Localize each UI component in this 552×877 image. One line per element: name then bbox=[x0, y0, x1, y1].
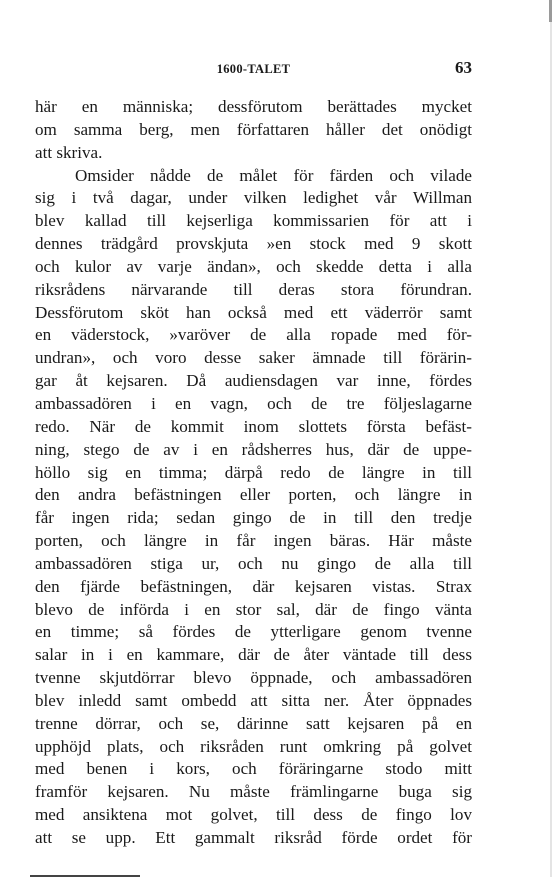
text-line: om samma berg, men författaren håller det onödigt bbox=[35, 119, 472, 139]
page-number: 63 bbox=[455, 58, 472, 77]
text-line: blevo de införda i en stor sal, där de fingo vänta bbox=[35, 599, 472, 619]
text-line: gar åt kejsaren. Då audiensdagen var inne, fördes bbox=[35, 371, 472, 391]
text-line: ambassadören stiga ur, och nu gingo de alla till bbox=[35, 553, 472, 573]
text-line: med benen i kors, och föräringarne stodo mitt bbox=[35, 759, 472, 779]
text-line: sig i två dagar, under vilken ledighet vår Willman bbox=[35, 188, 472, 208]
text-line: att se upp. Ett gammalt riksråd förde ordet för bbox=[35, 828, 472, 847]
text-line: blev kallad till kejserliga kommissarien för att i bbox=[35, 211, 472, 231]
running-title: 1600-TALET bbox=[216, 62, 291, 76]
text-line: upphöjd plats, och riksråden runt omkring på golvet bbox=[35, 736, 472, 756]
text-line: ning, stego de av i en rådsherres hus, där de uppe- bbox=[35, 439, 472, 459]
text-line: tvenne skjutdörrar blevo öppnade, och ambassadören bbox=[35, 668, 472, 688]
text-line: undran», och voro desse saker ämnade till förärin- bbox=[35, 348, 472, 368]
text-line: den fjärde befästningen, där kejsaren vistas. Strax bbox=[35, 576, 472, 596]
text-line: att skriva. bbox=[35, 142, 103, 162]
text-line: får ingen rida; sedan gingo de in till den tredje bbox=[35, 508, 472, 528]
text-line: med ansiktena mot golvet, till dess de fingo lov bbox=[35, 805, 472, 825]
text-line: Omsider nådde de målet för färden och vilade bbox=[75, 165, 472, 185]
text-line: framför kejsaren. Nu måste främlingarne buga sig bbox=[35, 782, 472, 802]
text-line: redo. När de kommit inom slottets första befäst- bbox=[35, 416, 472, 436]
text-line: salar in i en kammare, där de åter väntade till dess bbox=[35, 645, 472, 665]
page-header bbox=[35, 58, 472, 84]
text-line: riksrådens närvarande till deras stora förundran. bbox=[35, 279, 472, 299]
text-line: den andra befästningen eller porten, och längre in bbox=[35, 485, 472, 505]
text-line: och kulor av varje ändan», och skedde detta i alla bbox=[35, 256, 472, 276]
text-line: trenne dörrar, och se, därinne satt kejsaren på en bbox=[35, 713, 472, 733]
text-line: Dessförutom sköt han också med ett väderrör samt bbox=[35, 302, 472, 322]
text-line: ambassadören i en vagn, och de tre följeslagarne bbox=[35, 393, 472, 413]
text-line: porten, och längre in får ingen bäras. Här måste bbox=[35, 531, 472, 551]
body-text bbox=[35, 96, 472, 850]
text-line: en väderstock, »varöver de alla ropade med för- bbox=[35, 325, 472, 345]
text-line: höllo sig en timma; därpå redo de längre in till bbox=[35, 462, 472, 482]
text-line: en timme; så fördes de ytterligare genom tvenne bbox=[35, 622, 472, 642]
text-line: dennes trädgård provskjuta »en stock med 9 skott bbox=[35, 234, 472, 254]
text-line: här en människa; dessförutom berättades mycket bbox=[35, 97, 472, 116]
text-line: blev inledd samt ombedd att sitta ner. Åter öppnades bbox=[35, 690, 472, 710]
